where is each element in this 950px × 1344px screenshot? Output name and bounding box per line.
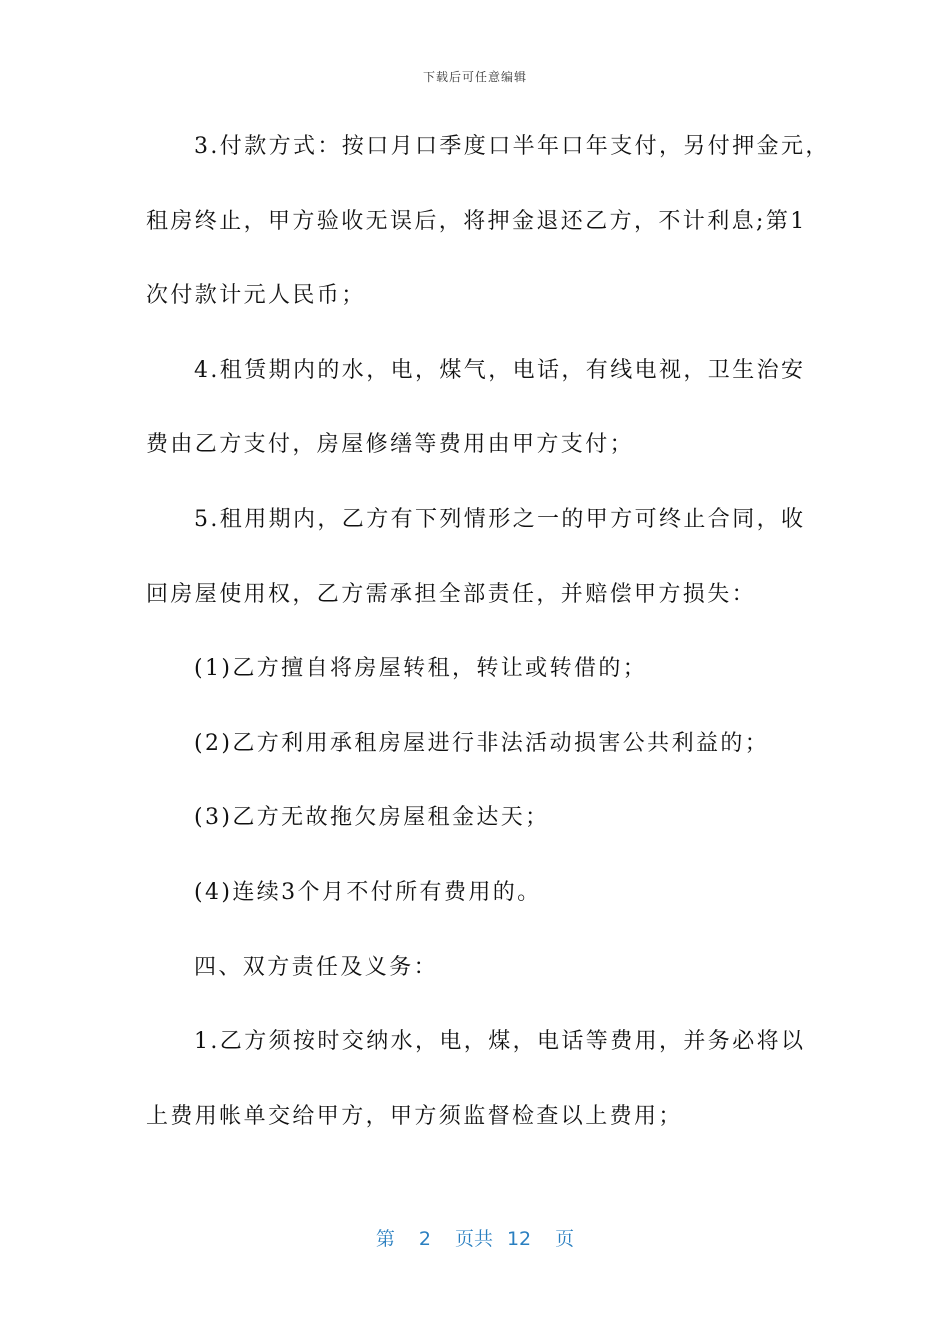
page-footer bbox=[0, 1224, 950, 1251]
paragraph-line: 次付款计元人民币； bbox=[146, 283, 366, 309]
paragraph-line: 1.乙方须按时交纳水，电，煤，电话等费用，并务必将以 bbox=[194, 1029, 806, 1055]
section-heading: 四、双方责任及义务： bbox=[194, 954, 439, 980]
page-prefix: 第 bbox=[375, 1228, 395, 1250]
paragraph-line: 5.租用期内，乙方有下列情形之一的甲方可终止合同，收 bbox=[194, 506, 806, 532]
page-suffix: 页 bbox=[555, 1228, 575, 1250]
paragraph-line: 回房屋使用权，乙方需承担全部责任，并赔偿甲方损失： bbox=[146, 581, 757, 607]
page-middle: 页共 bbox=[454, 1228, 493, 1250]
paragraph-line: 3.付款方式：按口月口季度口半年口年支付，另付押金元， bbox=[194, 134, 830, 159]
document-body bbox=[146, 122, 830, 1166]
page-header: 下载后可任意编辑 bbox=[422, 70, 527, 84]
page-total: 12 bbox=[506, 1228, 532, 1250]
list-item: (1)乙方擅自将房屋转租，转让或转借的； bbox=[194, 656, 648, 682]
paragraph-line: 4.租赁期内的水，电，煤气，电话，有线电视，卫生治安 bbox=[194, 357, 806, 383]
paragraph-line: 租房终止，甲方验收无误后，将押金退还乙方，不计利息;第1 bbox=[146, 208, 807, 234]
list-item: (2)乙方利用承租房屋进行非法活动损害公共利益的； bbox=[194, 730, 770, 756]
page-number: 2 bbox=[418, 1228, 431, 1250]
list-item: (4)连续3个月不付所有费用的。 bbox=[194, 879, 542, 905]
paragraph-line: 上费用帐单交给甲方，甲方须监督检查以上费用； bbox=[146, 1103, 683, 1129]
paragraph-line: 费由乙方支付，房屋修缮等费用由甲方支付； bbox=[146, 432, 635, 458]
list-item: (3)乙方无故拖欠房屋租金达天； bbox=[194, 805, 550, 831]
